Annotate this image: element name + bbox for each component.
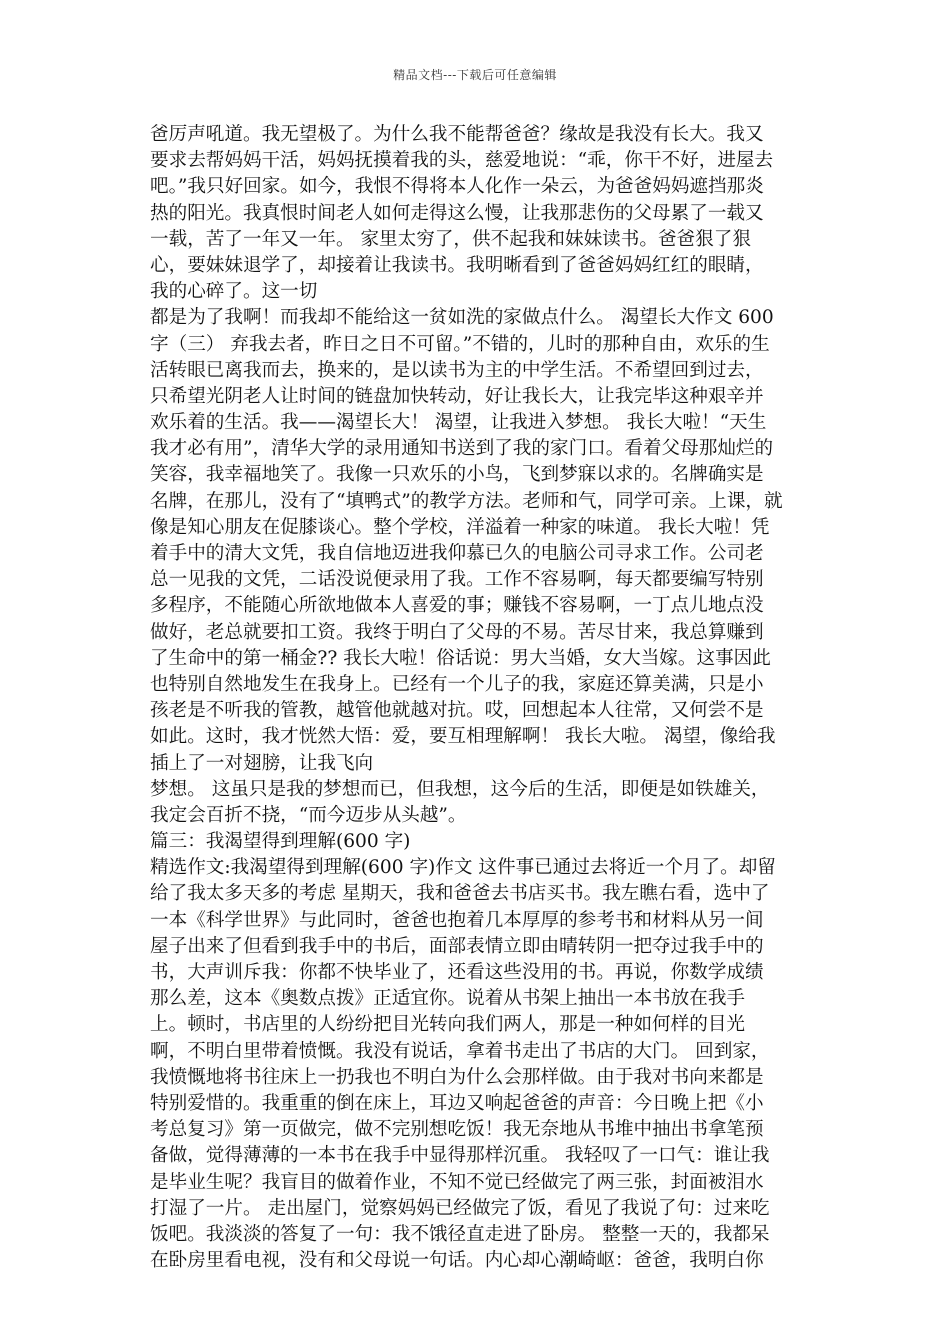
document-body xyxy=(150,122,802,1274)
text-line: 像是知心朋友在促膝谈心。整个学校，洋溢着一种家的味道。 我长大啦！凭 xyxy=(150,516,770,538)
text-line: 精选作文:我渴望得到理解(600 字)作文 这件事已通过去将近一个月了。却留 xyxy=(150,857,776,879)
text-line: 打湿了一片。 走出屋门，觉察妈妈已经做完了饭，看见了我说了句：过来吃 xyxy=(150,1197,770,1219)
text-line: 我的心碎了。这一切 xyxy=(150,281,318,303)
text-line: 啊，不明白里带着愤慨。我没有说话，拿着书走出了书店的大门。 回到家， xyxy=(150,1040,770,1062)
text-line: 篇三：我渴望得到理解(600 字) xyxy=(150,831,411,853)
text-line: 考总复习》第一页做完，做不完别想吃饭！我无奈地从书堆中抽出书拿笔预 xyxy=(150,1119,764,1141)
text-line: 了生命中的第一桶金?? 我长大啦！俗话说：男大当婚，女大当嫁。这事因此 xyxy=(150,647,771,669)
text-line: 书，大声训斥我：你都不快毕业了，还看这些没用的书。再说，你数学成绩 xyxy=(150,962,764,983)
text-line: 插上了一对翅膀，让我飞向 xyxy=(150,752,374,774)
text-line: 着手中的清大文凭，我自信地迈进我仰慕已久的电脑公司寻求工作。公司老 xyxy=(150,543,764,564)
text-line: 是毕业生呢？我盲目的做着作业，不知不觉已经做完了两三张，封面被泪水 xyxy=(150,1171,764,1193)
text-line: 上。顿时，书店里的人纷纷把目光转向我们两人，那是一种如何样的目光 xyxy=(150,1014,746,1036)
text-line: 我才必有用”，清华大学的录用通知书送到了我的家门口。看着父母那灿烂的 xyxy=(150,438,774,460)
text-line: 饭吧。我淡淡的答复了一句：我不饿径直走进了卧房。 整整一天的，我都呆 xyxy=(150,1223,770,1245)
text-line: 要求去帮妈妈干活，妈妈抚摸着我的头，慈爱地说：“乖，你干不好，进屋去 xyxy=(150,150,774,172)
text-line: 只希望光阴老人让时间的链盘加快转动，好让我长大，让我完毕这种艰辛并 xyxy=(150,385,764,407)
text-line: 欢乐着的生活。我——渴望长大！ 渴望，让我进入梦想。 我长大啦！“天生 xyxy=(150,412,767,434)
text-line: 也特别自然地发生在我身上。已经有一个儿子的我，家庭还算美满，只是小 xyxy=(150,673,764,695)
text-line: 字（三） 弃我去者，昨日之日不可留。”不错的，儿时的那种自由，欢乐的生 xyxy=(150,333,770,355)
text-line: 备做，觉得薄薄的一本书在我手中显得那样沉重。 我轻叹了一口气：谁让我 xyxy=(150,1145,770,1167)
text-line: 都是为了我啊！而我却不能给这一贫如洗的家做点什么。 渴望长大作文 600 xyxy=(150,307,774,329)
text-line: 特别爱惜的。我重重的倒在床上，耳边又响起爸爸的声音：今日晚上把《小 xyxy=(150,1092,764,1114)
text-line: 多程序，不能随心所欲地做本人喜爱的事；赚钱不容易啊，一丁点儿地点没 xyxy=(150,595,764,617)
text-line: 梦想。 这虽只是我的梦想而已，但我想，这今后的生活，即便是如铁雄关， xyxy=(150,778,770,800)
text-line: 笑容，我幸福地笑了。我像一只欢乐的小鸟，飞到梦寐以求的。名牌确实是 xyxy=(150,464,764,486)
text-line: 我愤慨地将书往床上一扔我也不明白为什么会那样做。由于我对书向来都是 xyxy=(150,1066,764,1088)
text-line: 如此。这时，我才恍然大悟：爱，要互相理解啊！ 我长大啦。 渴望，像给我 xyxy=(150,726,776,748)
text-line: 我定会百折不挠，“而今迈步从头越”。 xyxy=(150,804,467,826)
text-line: 名牌，在那儿，没有了“填鸭式”的教学方法。老师和气，同学可亲。上课，就 xyxy=(150,490,783,512)
text-line: 热的阳光。我真恨时间老人如何走得这么慢，让我那悲伤的父母累了一载又 xyxy=(150,202,764,224)
page-header: 精品文档---下载后可任意编辑 xyxy=(393,68,557,82)
text-line: 一载，苦了一年又一年。 家里太穷了，供不起我和妹妹读书。爸爸狠了狠 xyxy=(150,228,751,250)
text-line: 那么差，这本《奥数点拨》正适宜你。说着从书架上抽出一本书放在我手 xyxy=(150,988,746,1010)
text-line: 活转眼已离我而去，换来的，是以读书为主的中学生活。不希望回到过去， xyxy=(150,359,764,381)
text-line: 一本《科学世界》与此同时，爸爸也抱着几本厚厚的参考书和材料从另一间 xyxy=(150,909,764,931)
text-line: 吧。”我只好回家。如今，我恨不得将本人化作一朵云，为爸爸妈妈遮挡那炎 xyxy=(150,176,764,198)
text-line: 心，要妹妹退学了，却接着让我读书。我明晰看到了爸爸妈妈红红的眼睛， xyxy=(150,254,764,276)
text-line: 屋子出来了但看到我手中的书后，面部表情立即由晴转阴一把夺过我手中的 xyxy=(150,935,764,957)
text-line: 总一见我的文凭，二话没说便录用了我。工作不容易啊，每天都要编写特别 xyxy=(150,569,764,591)
text-line: 爸厉声吼道。我无望极了。为什么我不能帮爸爸？缘故是我没有长大。我又 xyxy=(150,124,764,145)
text-line: 孩老是不听我的管教，越管他就越对抗。哎，回想起本人往常，又何尝不是 xyxy=(150,700,764,722)
text-line: 在卧房里看电视，没有和父母说一句话。内心却心潮崎岖：爸爸，我明白你 xyxy=(150,1250,764,1272)
text-line: 给了我太多天多的考虑 星期天，我和爸爸去书店买书。我左瞧右看，选中了 xyxy=(150,883,770,905)
text-line: 做好，老总就要扣工资。我终于明白了父母的不易。苦尽甘来，我总算赚到 xyxy=(150,621,764,643)
